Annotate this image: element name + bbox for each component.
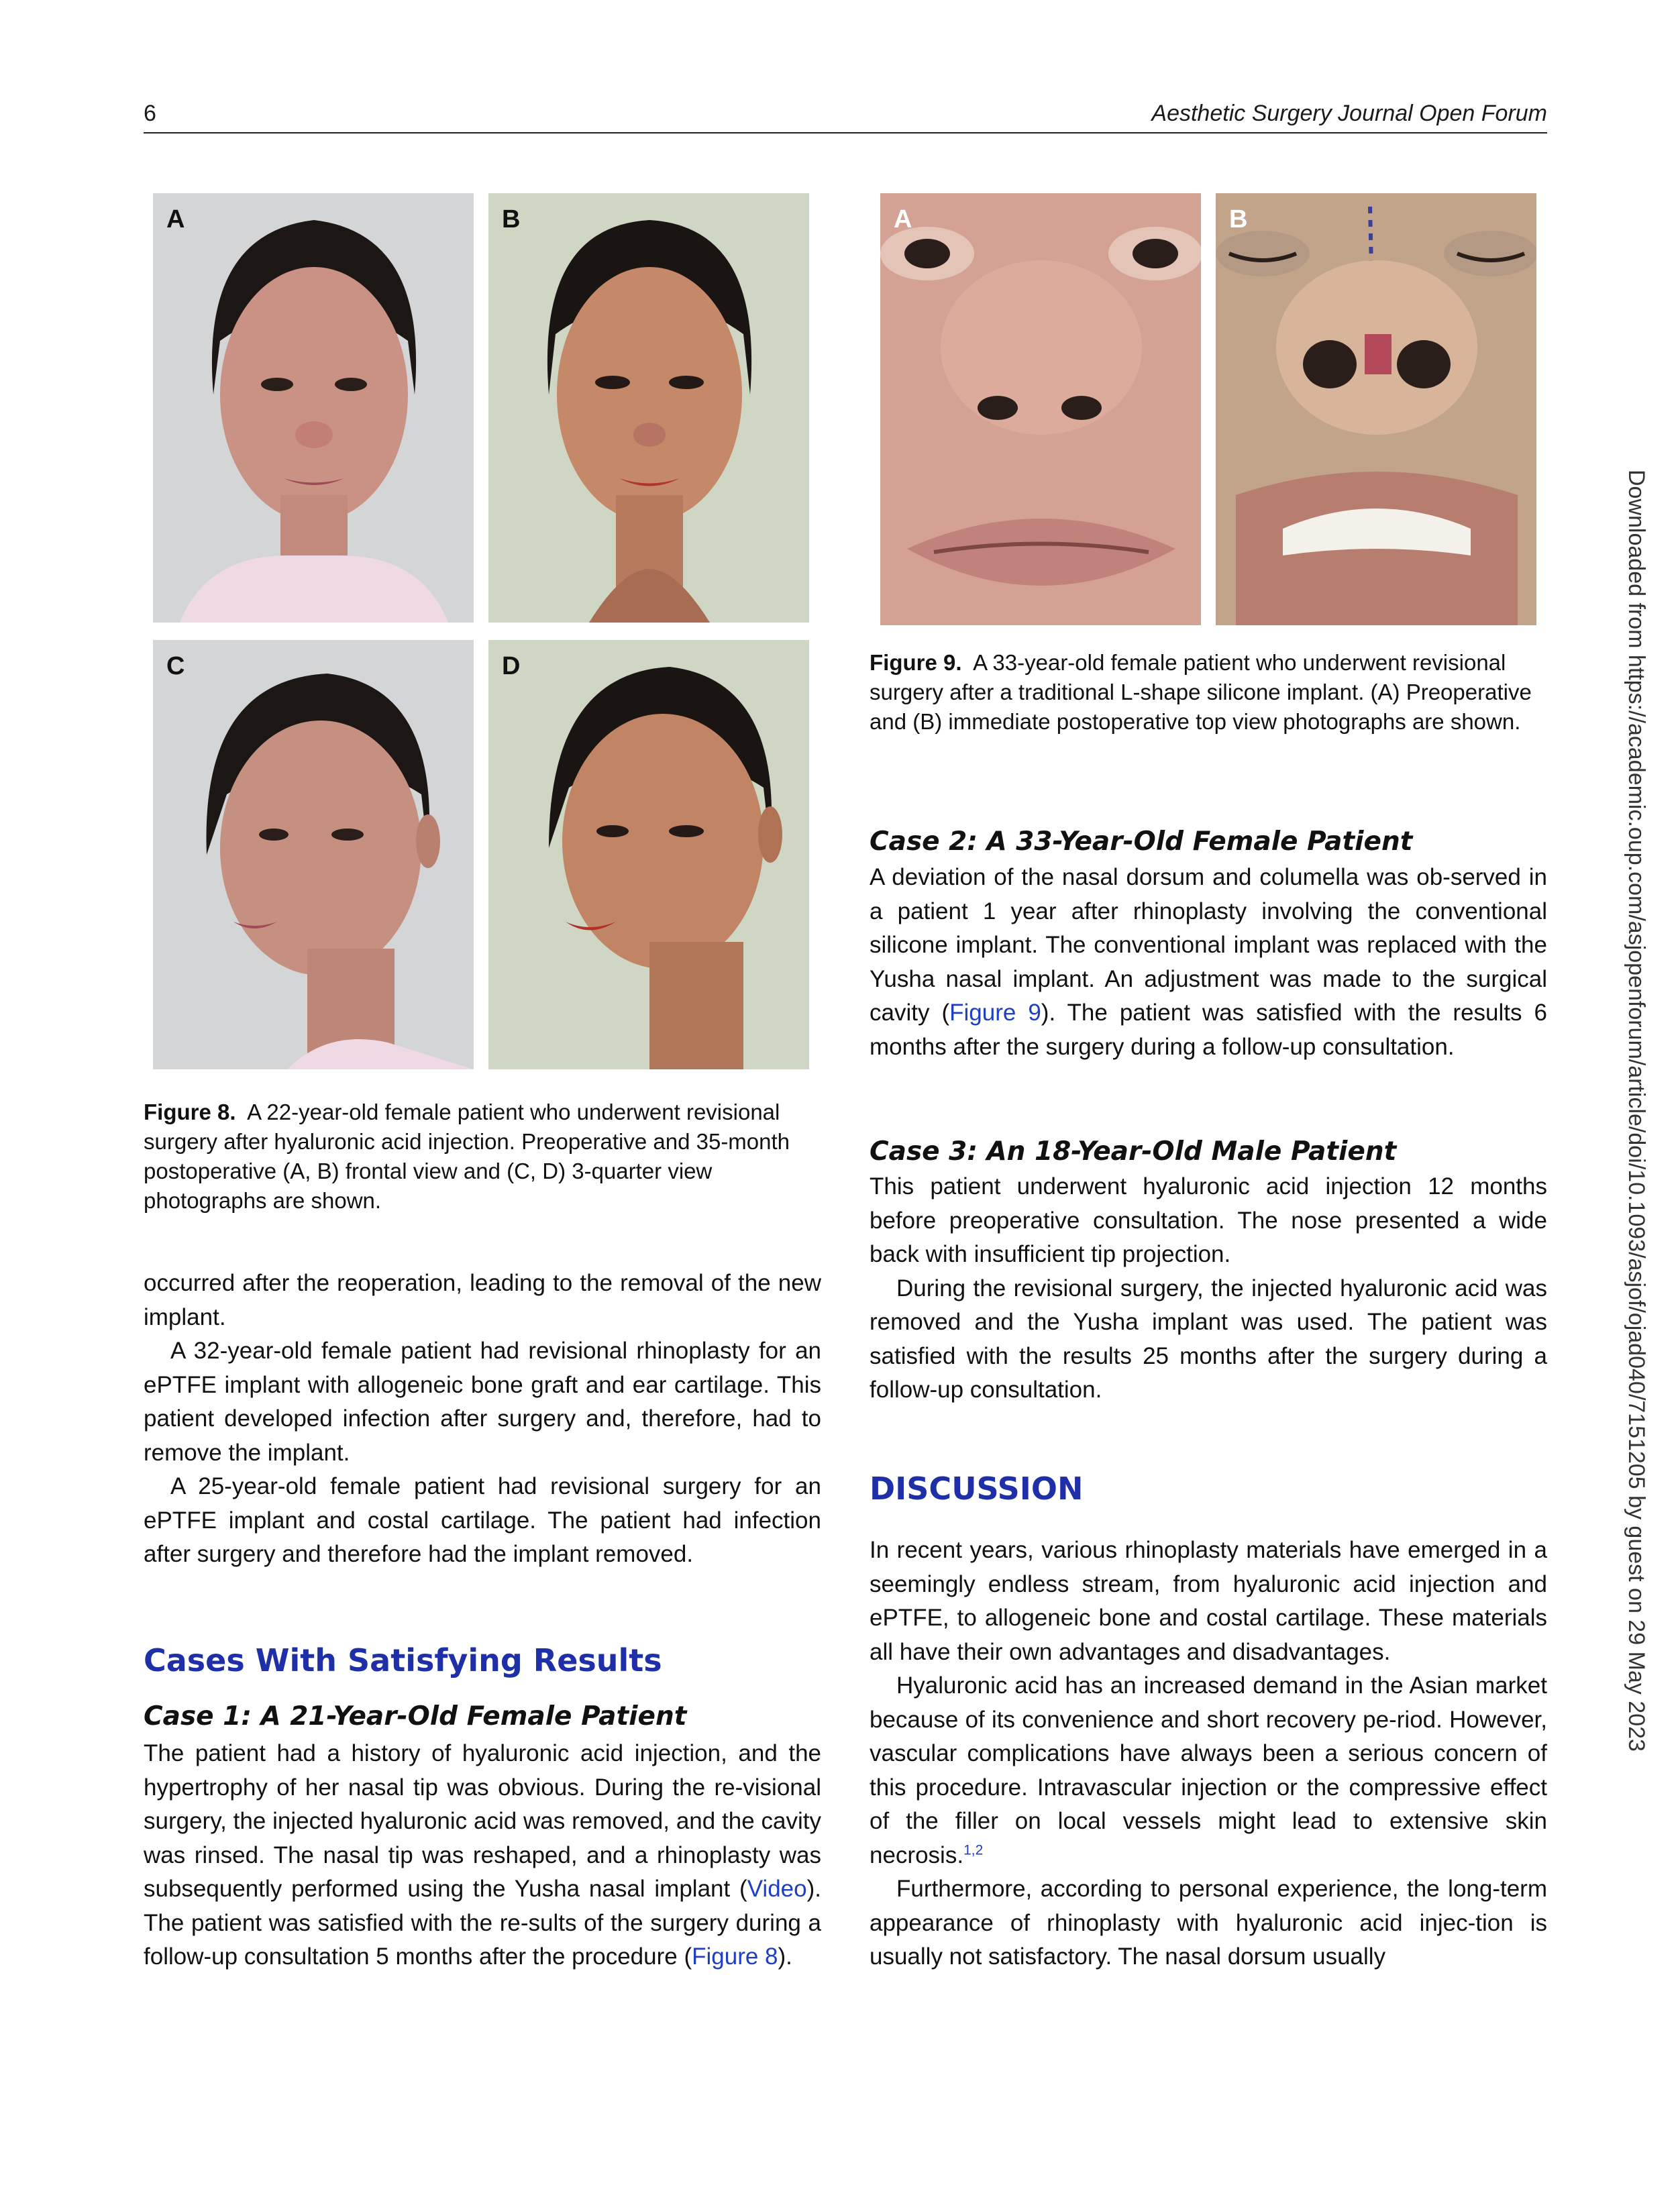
discussion-text: Hyaluronic acid has an increased demand in the Asian market because of its convenience and short recovery pe-riod. However, vascular complications have always been a serious concern of this procedure. Intravascular injection or the compressive effect of the filler on local vessels might lead to extensive skin necrosis. — [870, 1672, 1547, 1868]
discussion-heading: DISCUSSION — [870, 1471, 1084, 1507]
figure8-photo-c — [153, 640, 474, 1069]
case2-heading: Case 2: A 33-Year-Old Female Patient — [870, 826, 1413, 857]
figure9-caption — [870, 648, 1547, 737]
figure8-panel-label-a: A — [166, 205, 185, 233]
case1-heading: Case 1: A 21-Year-Old Female Patient — [144, 1701, 687, 1731]
case3-heading: Case 3: An 18-Year-Old Male Patient — [870, 1136, 1397, 1167]
case1-text: The patient had a history of hyaluronic acid injection, and the hypertrophy of her nasal tip was obvious. During the re-visional surgery, the injected hyaluronic acid was removed, and the cavity was rinsed. The nasal tip was reshaped, and a rhinoplasty was subsequently performed using the Yusha nasal implant ( — [144, 1740, 821, 1902]
figure8-caption-text: A 22-year-old female patient who underwent revisional surgery after hyaluronic acid injection. Preoperative and 35-month postoperative (A, B) frontal view and (C, D) 3-quarter view photographs are shown. — [144, 1100, 790, 1213]
figure8-photo-b — [488, 193, 809, 623]
figure8-label: Figure 8. — [144, 1100, 236, 1124]
figure8-panel-label-b: B — [502, 205, 521, 233]
paragraph: occurred after the reoperation, leading to the removal of the new implant. — [144, 1270, 821, 1330]
figure8-link[interactable]: Figure 8 — [692, 1943, 778, 1970]
paragraph: In recent years, various rhinoplasty materials have emerged in a seemingly endless stream, from hyaluronic acid injection and ePTFE, to allogeneic bone and costal cartilage. These materials all have their own advantages and disadvantages. — [870, 1537, 1547, 1665]
paragraph: This patient underwent hyaluronic acid injection 12 months before preoperative consultation. The nose presented a wide back with insufficient tip projection. — [870, 1173, 1547, 1267]
reference-superscript[interactable]: 1,2 — [963, 1842, 984, 1858]
header-rule — [144, 132, 1547, 134]
paragraph: During the revisional surgery, the injected hyaluronic acid was removed and the Yusha implant was used. The patient was satisfied with the results 25 months after the surgery during a follow-up consultation. — [870, 1275, 1547, 1403]
case2-paragraph — [870, 861, 1547, 1064]
figure8-panel-label-d: D — [502, 652, 521, 680]
figure9-link[interactable]: Figure 9 — [949, 1000, 1041, 1026]
section-heading-satisfying-results: Cases With Satisfying Results — [144, 1642, 662, 1678]
case2-text: ). The patient was satisfied with the results 6 months after the surgery during a follow-up consultation. — [870, 1000, 1547, 1060]
journal-title: Aesthetic Surgery Journal Open Forum — [1151, 101, 1547, 126]
paragraph: A 25-year-old female patient had revisional surgery for an ePTFE implant and costal cartilage. The patient had infection after surgery and therefore had the implant removed. — [144, 1473, 821, 1567]
case1-text: ). — [778, 1943, 792, 1970]
paragraph: Furthermore, according to personal experience, the long-term appearance of rhinoplasty with hyaluronic acid injec-tion is usually not satisfactory. The nasal dorsum usually — [870, 1876, 1547, 1970]
video-link[interactable]: Video — [747, 1876, 807, 1902]
paragraph: A 32-year-old female patient had revisional rhinoplasty for an ePTFE implant with allogeneic bone graft and ear cartilage. This patient developed infection after surgery and, therefore, had to remove the implant. — [144, 1338, 821, 1466]
figure9-photo-a — [880, 193, 1201, 625]
case2-text: A deviation of the nasal dorsum and columella was ob-served in a patient 1 year after rhinoplasty involving the conventional silicone implant. The conventional implant was replaced with the Yusha nasal implant. An adjustment was made to the surgical cavity ( — [870, 864, 1547, 1026]
case1-paragraph — [144, 1737, 821, 1974]
case1-text: ). The patient was satisfied with the re-sults of the surgery during a follow-up consultation 5 months after the procedure ( — [144, 1876, 821, 1970]
discussion-paragraphs — [870, 1534, 1547, 1974]
case3-paragraphs — [870, 1170, 1547, 1407]
figure8-photo-a — [153, 193, 474, 623]
paragraph — [870, 1669, 1547, 1872]
figure9-panel-label-a: A — [894, 205, 912, 233]
page-number: 6 — [144, 101, 156, 126]
figure9-photo-b — [1216, 193, 1536, 625]
figure9-label: Figure 9. — [870, 650, 962, 675]
download-note: Downloaded from https://academic.oup.com/asjopenforum/article/doi/10.1093/asjof/ojad040/7151205 by guest on 29 May 2023 — [1624, 470, 1649, 1752]
figure9-caption-text: A 33-year-old female patient who underwent revisional surgery after a traditional L-shape silicone implant. (A) Preoperative and (B) immediate postoperative top view photographs are shown. — [870, 650, 1532, 734]
left-column-paragraphs — [144, 1267, 821, 1572]
figure9-panel-label-b: B — [1229, 205, 1248, 233]
figure8-caption — [144, 1098, 821, 1216]
figure8-panel-label-c: C — [166, 652, 185, 680]
figure8-photo-d — [488, 640, 809, 1069]
